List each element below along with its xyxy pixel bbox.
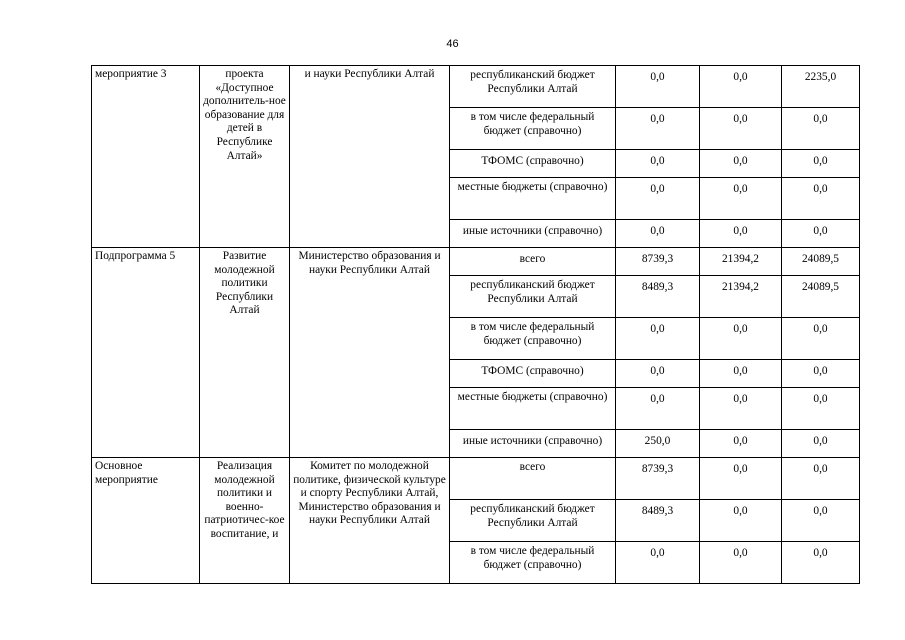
- value-cell: 0,0: [782, 220, 860, 248]
- value-cell: 0,0: [782, 150, 860, 178]
- value-cell: 0,0: [782, 500, 860, 542]
- value-cell: 0,0: [700, 150, 782, 178]
- value-cell: 0,0: [700, 458, 782, 500]
- event-cell: Подпрограмма 5: [92, 248, 200, 458]
- value-cell: 0,0: [782, 388, 860, 430]
- source-cell: в том числе федеральный бюджет (справочно): [450, 108, 616, 150]
- value-cell: 0,0: [616, 66, 700, 108]
- source-cell: в том числе федеральный бюджет (справочно): [450, 542, 616, 584]
- source-cell: республиканский бюджет Республики Алтай: [450, 276, 616, 318]
- table-row: [92, 458, 860, 500]
- value-cell: 0,0: [616, 108, 700, 150]
- value-cell: 0,0: [700, 430, 782, 458]
- value-cell: 0,0: [782, 430, 860, 458]
- source-cell: всего: [450, 248, 616, 276]
- value-cell: 0,0: [782, 360, 860, 388]
- value-cell: 0,0: [700, 178, 782, 220]
- value-cell: 0,0: [700, 108, 782, 150]
- executor-cell: Министерство образования и науки Республики Алтай: [290, 248, 450, 458]
- value-cell: 0,0: [782, 542, 860, 584]
- value-cell: 0,0: [616, 542, 700, 584]
- page-number: 46: [446, 38, 459, 50]
- value-cell: 2235,0: [782, 66, 860, 108]
- name-cell: Развитие молодежной политики Республики Алтай: [200, 248, 290, 458]
- source-cell: в том числе федеральный бюджет (справочно): [450, 318, 616, 360]
- source-cell: местные бюджеты (справочно): [450, 388, 616, 430]
- value-cell: 0,0: [700, 542, 782, 584]
- value-cell: 0,0: [700, 388, 782, 430]
- budget-table: [91, 65, 860, 584]
- value-cell: 8739,3: [616, 458, 700, 500]
- event-cell: Основное мероприятие: [92, 458, 200, 584]
- source-cell: всего: [450, 458, 616, 500]
- value-cell: 0,0: [616, 318, 700, 360]
- value-cell: 0,0: [616, 360, 700, 388]
- value-cell: 0,0: [782, 318, 860, 360]
- source-cell: республиканский бюджет Республики Алтай: [450, 66, 616, 108]
- table-row: [92, 66, 860, 108]
- event-cell: мероприятие 3: [92, 66, 200, 248]
- source-cell: республиканский бюджет Республики Алтай: [450, 500, 616, 542]
- value-cell: 0,0: [782, 178, 860, 220]
- value-cell: 0,0: [700, 220, 782, 248]
- value-cell: 24089,5: [782, 276, 860, 318]
- source-cell: ТФОМС (справочно): [450, 360, 616, 388]
- source-cell: иные источники (справочно): [450, 220, 616, 248]
- source-cell: иные источники (справочно): [450, 430, 616, 458]
- value-cell: 0,0: [616, 150, 700, 178]
- value-cell: 8739,3: [616, 248, 700, 276]
- executor-cell: Комитет по молодежной политике, физической культуре и спорту Республики Алтай, Министерство образования и науки Республики Алтай: [290, 458, 450, 584]
- source-cell: ТФОМС (справочно): [450, 150, 616, 178]
- value-cell: 0,0: [700, 66, 782, 108]
- name-cell: проекта «Доступное дополнитель-ное образование для детей в Республике Алтай»: [200, 66, 290, 248]
- source-cell: местные бюджеты (справочно): [450, 178, 616, 220]
- value-cell: 0,0: [700, 360, 782, 388]
- value-cell: 0,0: [700, 318, 782, 360]
- value-cell: 0,0: [782, 458, 860, 500]
- value-cell: 21394,2: [700, 276, 782, 318]
- value-cell: 0,0: [616, 388, 700, 430]
- value-cell: 250,0: [616, 430, 700, 458]
- value-cell: 0,0: [782, 108, 860, 150]
- value-cell: 0,0: [616, 220, 700, 248]
- executor-cell: и науки Республики Алтай: [290, 66, 450, 248]
- value-cell: 21394,2: [700, 248, 782, 276]
- value-cell: 8489,3: [616, 500, 700, 542]
- value-cell: 0,0: [616, 178, 700, 220]
- value-cell: 0,0: [700, 500, 782, 542]
- name-cell: Реализация молодежной политики и военно-патриотичес-кое воспитание, и: [200, 458, 290, 584]
- value-cell: 8489,3: [616, 276, 700, 318]
- table-row: [92, 248, 860, 276]
- value-cell: 24089,5: [782, 248, 860, 276]
